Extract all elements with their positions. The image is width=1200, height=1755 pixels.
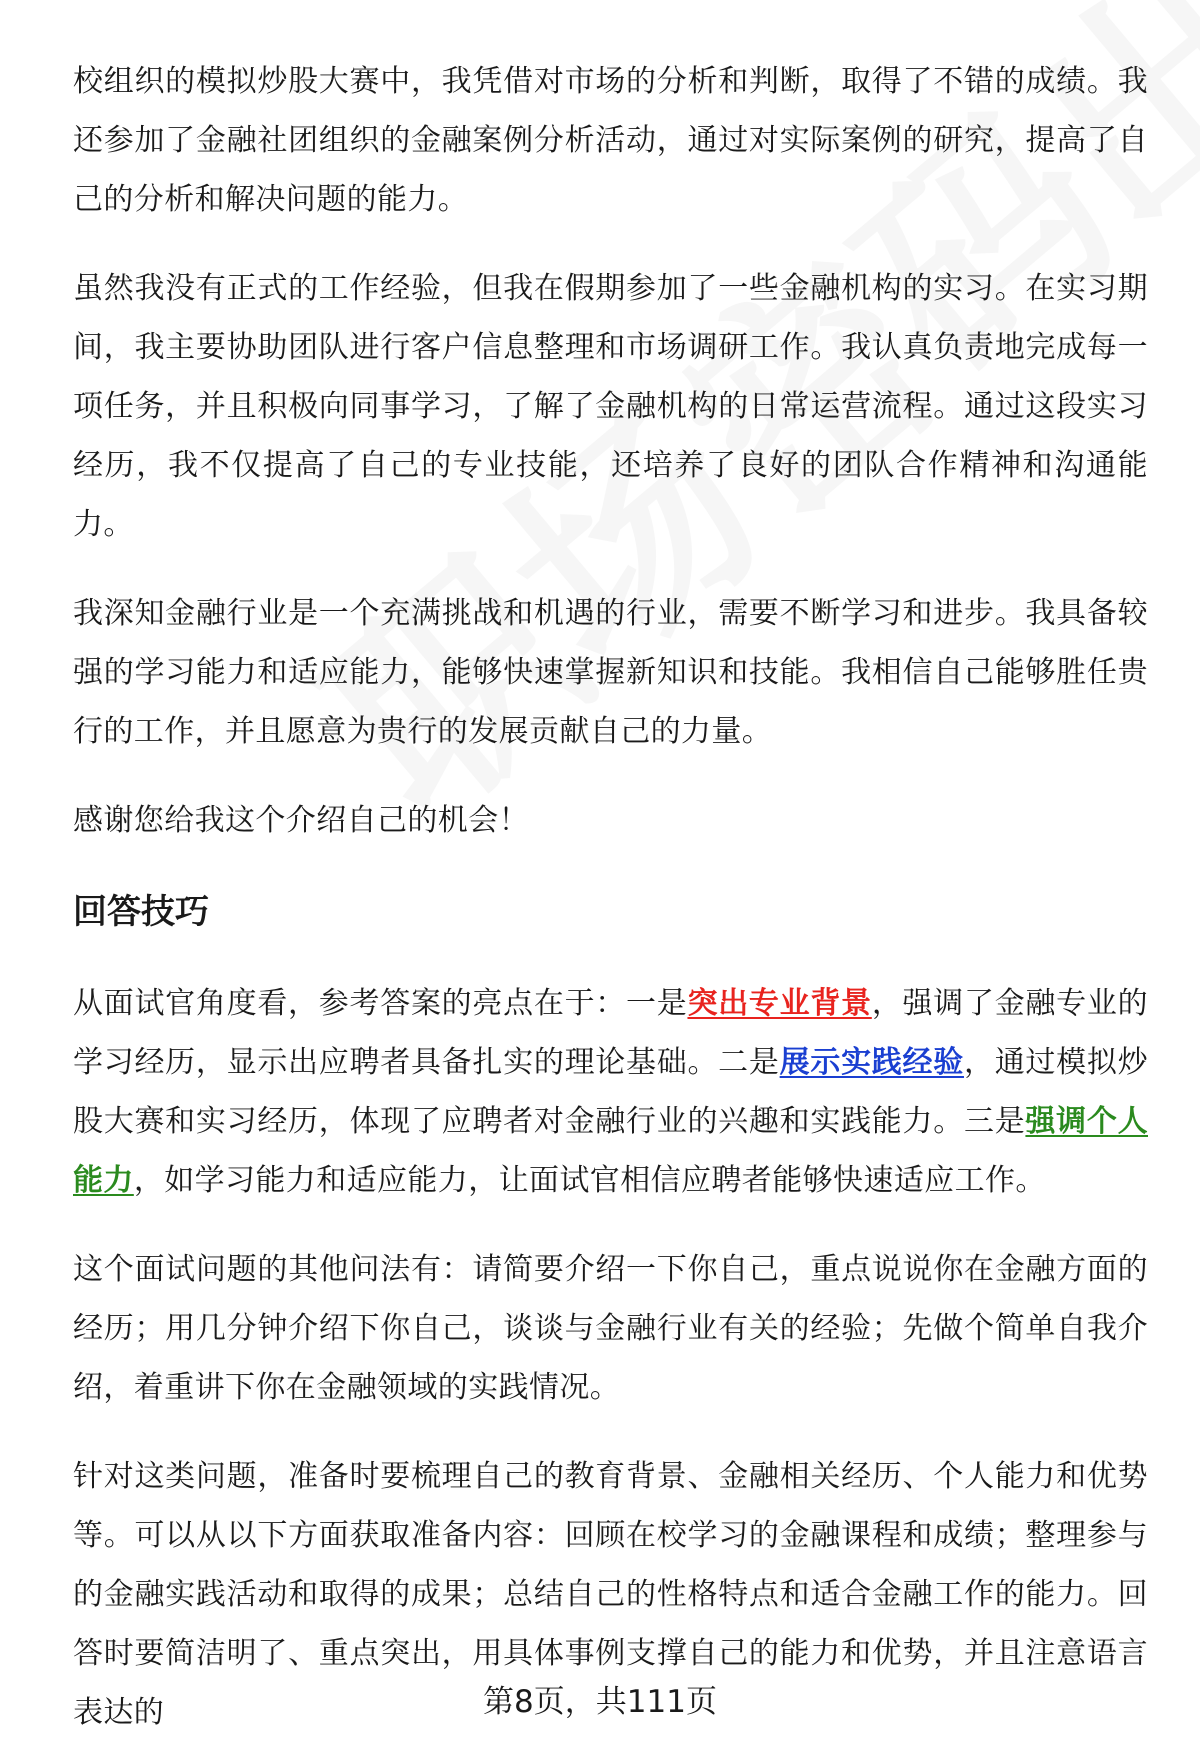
paragraph-internship: 虽然我没有正式的工作经验，但我在假期参加了一些金融机构的实习。在实习期间，我主要协助团队进行客户信息整理和市场调研工作。我认真负责地完成每一项任务，并且积极向同事学习，了解了金融机构的日常运营流程。通过这段实习经历，我不仅提高了自己的专业技能，还培养了良好的团队合作精神和沟通能力。 [73,271,1148,542]
tips-text-4: ，如学习能力和适应能力，让面试官相信应聘者能够快速适应工作。 [133,1163,1046,1198]
paragraph-tips [73,974,1148,1210]
highlight-personal-ability: 强调个人能力 [73,1104,1148,1198]
section-heading: 回答技巧 [73,892,209,932]
highlight-practical-experience: 展示实践经验 [779,1045,964,1080]
paragraph-internship-intro: 校组织的模拟炒股大赛中，我凭借对市场的分析和判断，取得了不错的成绩。我还参加了金融社团组织的金融案例分析活动，通过对实际案例的研究，提高了自己的分析和解决问题的能力。 [73,64,1148,217]
highlight-professional-background: 突出专业背景 [687,986,872,1021]
page-number-footer: 第8页，共111页 [483,1684,717,1720]
tips-text-2: ，强调了金融专业的学习经历，显示出应聘者具备扎实的理论基础。二是 [73,986,1148,1080]
document-body [73,52,1148,1742]
paragraph-industry-view: 我深知金融行业是一个充满挑战和机遇的行业，需要不断学习和进步。我具备较强的学习能力和适应能力，能够快速掌握新知识和技能。我相信自己能够胜任贵行的工作，并且愿意为贵行的发展贡献自己的力量。 [73,596,1148,749]
paragraph-preparation: 针对这类问题，准备时要梳理自己的教育背景、金融相关经历、个人能力和优势等。可以从以下方面获取准备内容：回顾在校学习的金融课程和成绩；整理参与的金融实践活动和取得的成果；总结自己的性格特点和适合金融工作的能力。回答时要简洁明了、重点突出，用具体事例支撑自己的能力和优势，并且注意语言表达的 [73,1459,1148,1730]
paragraph-thanks: 感谢您给我这个介绍自己的机会！ [73,803,529,838]
tips-text-1: 从面试官角度看，参考答案的亮点在于：一是 [73,986,688,1021]
paragraph-alternative-questions: 这个面试问题的其他问法有：请简要介绍一下你自己，重点说说你在金融方面的经历；用几分钟介绍下你自己，谈谈与金融行业有关的经验；先做个简单自我介绍，着重讲下你在金融领域的实践情况。 [73,1252,1148,1405]
tips-text-3: ，通过模拟炒股大赛和实习经历，体现了应聘者对金融行业的兴趣和实践能力。三是 [73,1045,1148,1139]
